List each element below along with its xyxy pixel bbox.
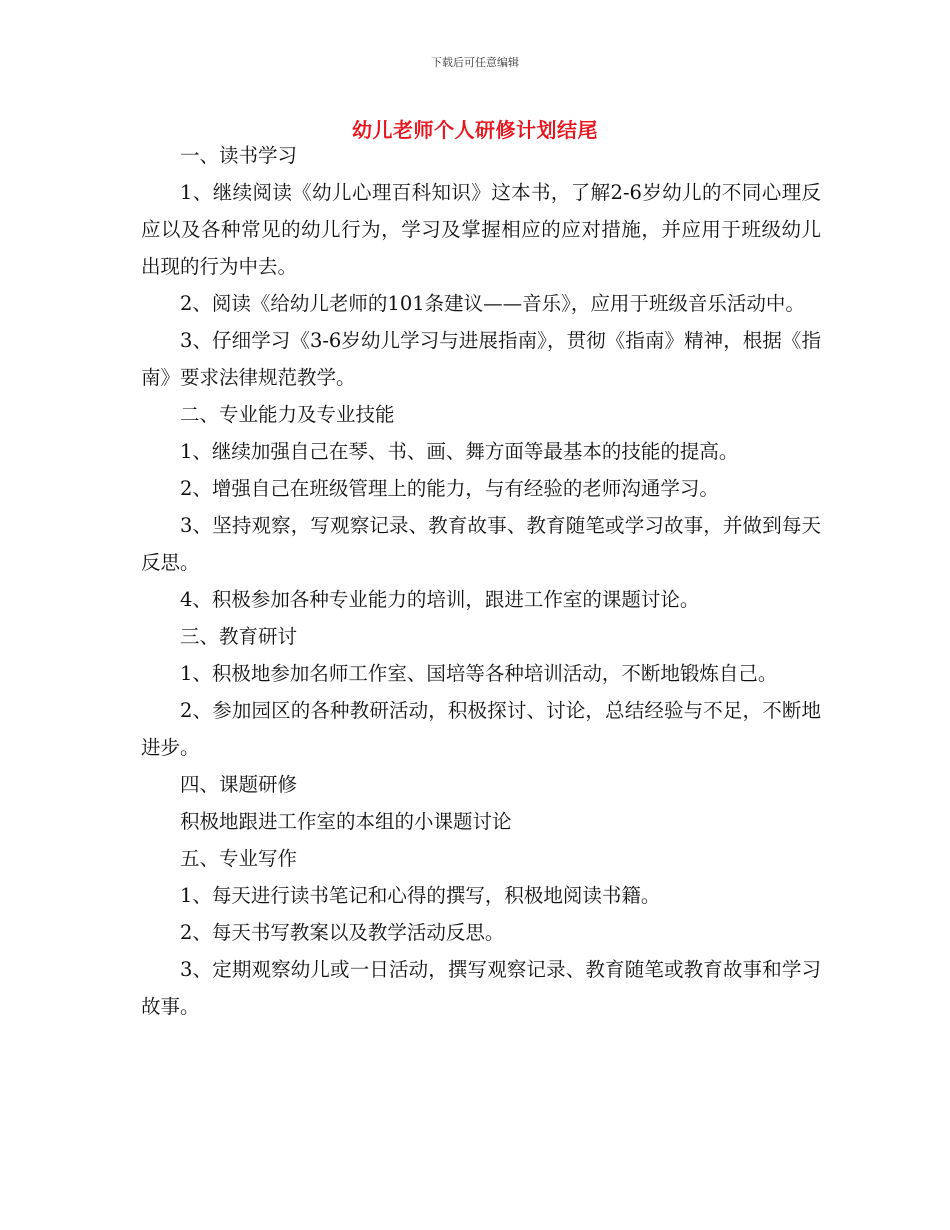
paragraph: 3、定期观察幼儿或一日活动，撰写观察记录、教育随笔或教育故事和学习故事。 (141, 958, 821, 1018)
paragraph: 2、阅读《给幼儿老师的101条建议——音乐》，应用于班级音乐活动中。 (180, 292, 805, 315)
paragraph: 1、积极地参加名师工作室、国培等各种培训活动，不断地锻炼自己。 (180, 662, 778, 685)
section-heading-research: 三、教育研讨 (180, 625, 298, 648)
paragraph: 2、参加园区的各种教研活动，积极探讨、讨论，总结经验与不足，不断地进步。 (141, 699, 821, 759)
paragraph: 积极地跟进工作室的本组的小课题讨论 (180, 810, 512, 833)
document-title: 幼儿老师个人研修计划结尾 (352, 118, 598, 142)
document-body (141, 137, 821, 1025)
header-note: 下载后可任意编辑 (431, 56, 519, 69)
paragraph: 1、每天进行读书笔记和心得的撰写，积极地阅读书籍。 (180, 884, 661, 907)
section-heading-writing: 五、专业写作 (180, 847, 298, 870)
paragraph: 3、坚持观察，写观察记录、教育故事、教育随笔或学习故事，并做到每天反思。 (141, 514, 821, 574)
section-heading-topic: 四、课题研修 (180, 773, 298, 796)
paragraph: 2、增强自己在班级管理上的能力，与有经验的老师沟通学习。 (180, 477, 719, 500)
paragraph: 1、继续加强自己在琴、书、画、舞方面等最基本的技能的提高。 (180, 440, 739, 463)
paragraph: 3、仔细学习《3-6岁幼儿学习与进展指南》，贯彻《指南》精神，根据《指南》要求法律规范教学。 (141, 329, 821, 389)
paragraph: 2、每天书写教案以及教学活动反思。 (180, 921, 505, 944)
section-heading-skills: 二、专业能力及专业技能 (180, 403, 395, 426)
paragraph: 4、积极参加各种专业能力的培训，跟进工作室的课题讨论。 (180, 588, 700, 611)
section-heading-reading: 一、读书学习 (180, 144, 298, 167)
paragraph: 1、继续阅读《幼儿心理百科知识》这本书，了解2-6岁幼儿的不同心理反应以及各种常见的幼儿行为，学习及掌握相应的应对措施，并应用于班级幼儿出现的行为中去。 (141, 181, 821, 278)
